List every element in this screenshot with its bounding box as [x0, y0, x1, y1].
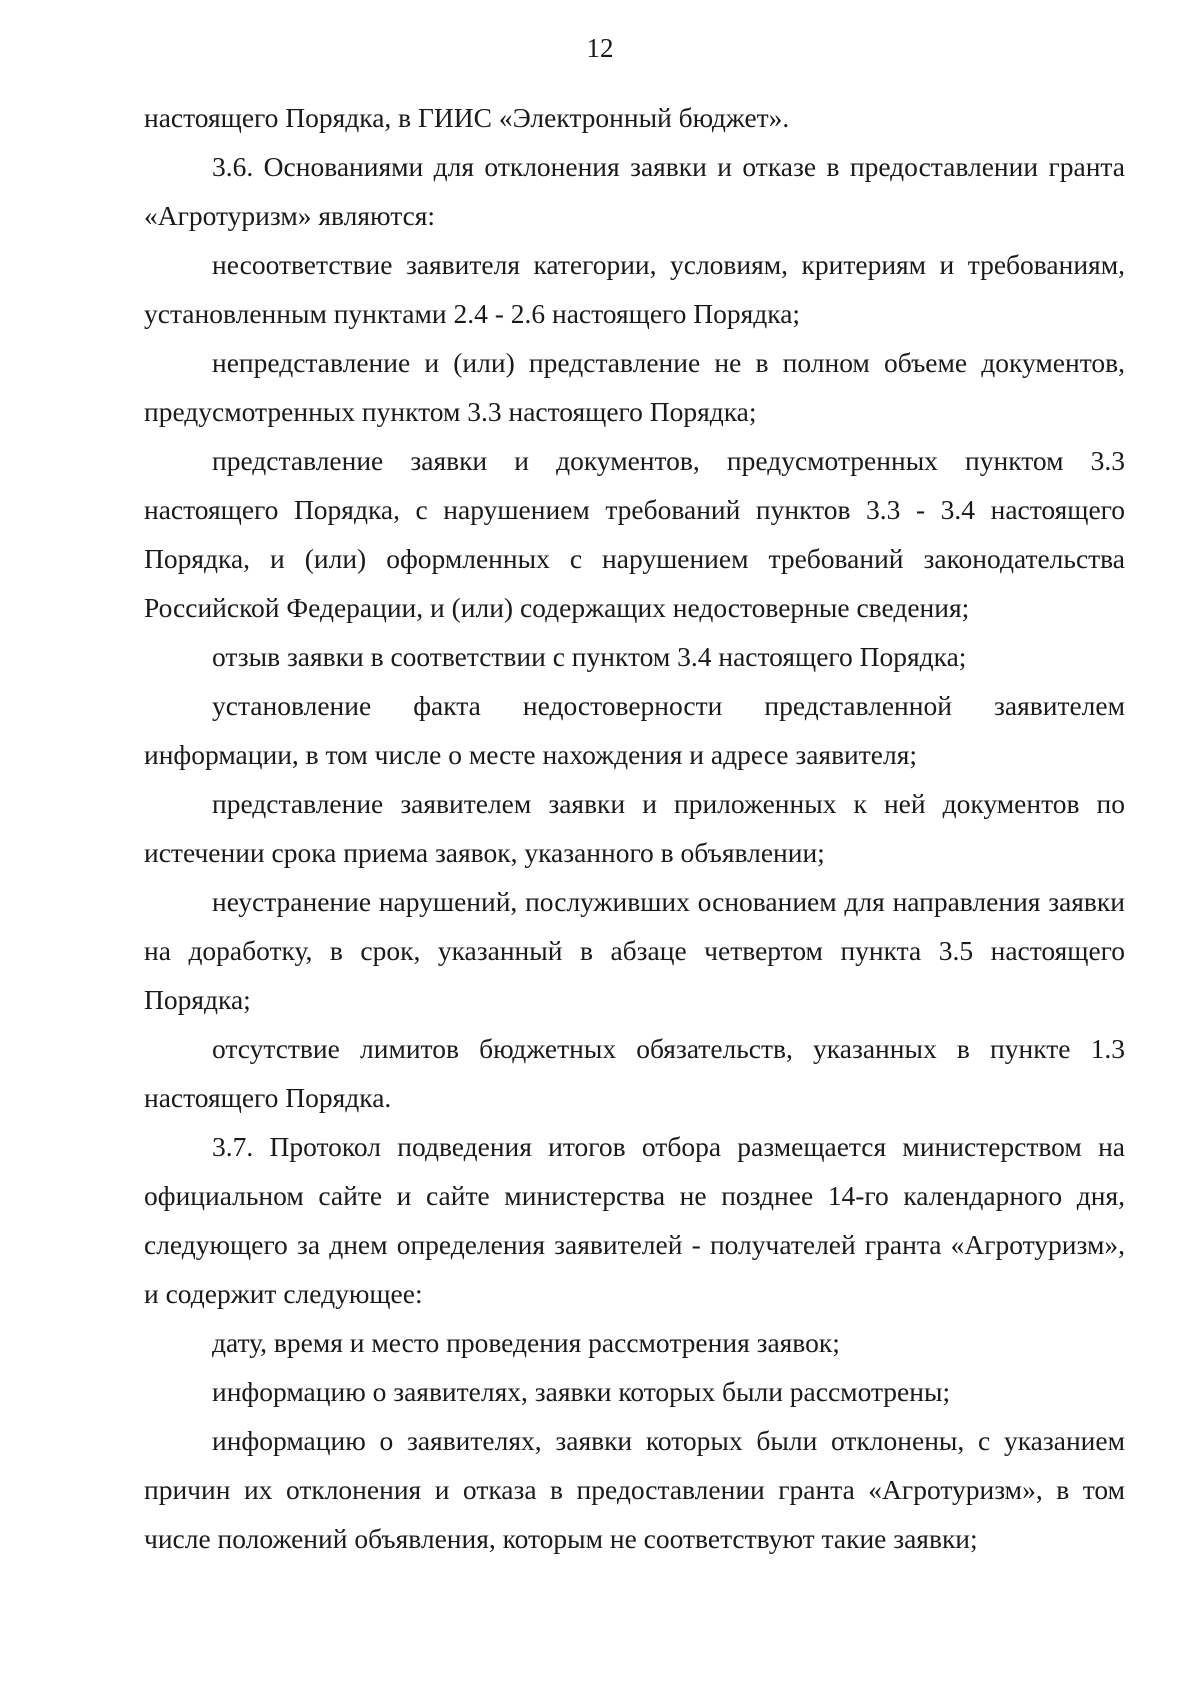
- paragraph-reason-no-budget-limits: отсутствие лимитов бюджетных обязательств, указанных в пункте 1.3 настоящего Порядка.: [144, 1033, 1125, 1113]
- paragraph-3-7-protocol: 3.7. Протокол подведения итогов отбора размещается министерством на официальном сайте и сайте министерства не позднее 14-го календарного дня, следующего за днем определения заявителей - получателей гранта «Агротуризм», и содержит следующее:: [144, 1131, 1125, 1309]
- paragraph-protocol-rejected-applicants: информацию о заявителях, заявки которых были отклонены, с указанием причин их отклонения и отказа в предоставлении гранта «Агротуризм», в том числе положений объявления, которым не соответствуют такие заявки;: [144, 1425, 1125, 1554]
- paragraph-reason-category-mismatch: несоответствие заявителя категории, условиям, критериям и требованиям, установленным пунктами 2.4 - 2.6 настоящего Порядка;: [144, 249, 1125, 329]
- document-body: [144, 93, 1125, 1563]
- paragraph-reason-withdrawal: отзыв заявки в соответствии с пунктом 3.4 настоящего Порядка;: [212, 641, 967, 672]
- paragraph-protocol-reviewed-applicants: информацию о заявителях, заявки которых были рассмотрены;: [212, 1376, 951, 1407]
- paragraph-reason-uncorrected-violations: неустранение нарушений, послуживших основанием для направления заявки на доработку, в срок, указанный в абзаце четвертом пункта 3.5 настоящего Порядка;: [144, 886, 1125, 1015]
- paragraph-protocol-date-time-place: дату, время и место проведения рассмотрения заявок;: [212, 1327, 840, 1358]
- page-number: 12: [586, 33, 614, 63]
- paragraph-3-6-heading: 3.6. Основаниями для отклонения заявки и отказе в предоставлении гранта «Агротуризм» являются:: [144, 151, 1125, 231]
- paragraph-reason-false-information: установление факта недостоверности представленной заявителем информации, в том числе о месте нахождения и адресе заявителя;: [144, 690, 1125, 770]
- paragraph-continuation: настоящего Порядка, в ГИИС «Электронный бюджет».: [144, 102, 790, 133]
- paragraph-reason-incomplete-documents: непредставление и (или) представление не в полном объеме документов, предусмотренных пунктом 3.3 настоящего Порядка;: [144, 347, 1125, 427]
- paragraph-reason-late-submission: представление заявителем заявки и приложенных к ней документов по истечении срока приема заявок, указанного в объявлении;: [144, 788, 1125, 868]
- paragraph-reason-requirements-violation: представление заявки и документов, предусмотренных пунктом 3.3 настоящего Порядка, с нарушением требований пунктов 3.3 - 3.4 настоящего Порядка, и (или) оформленных с нарушением требований законодательства Российской Федерации, и (или) содержащих недостоверные сведения;: [144, 445, 1125, 623]
